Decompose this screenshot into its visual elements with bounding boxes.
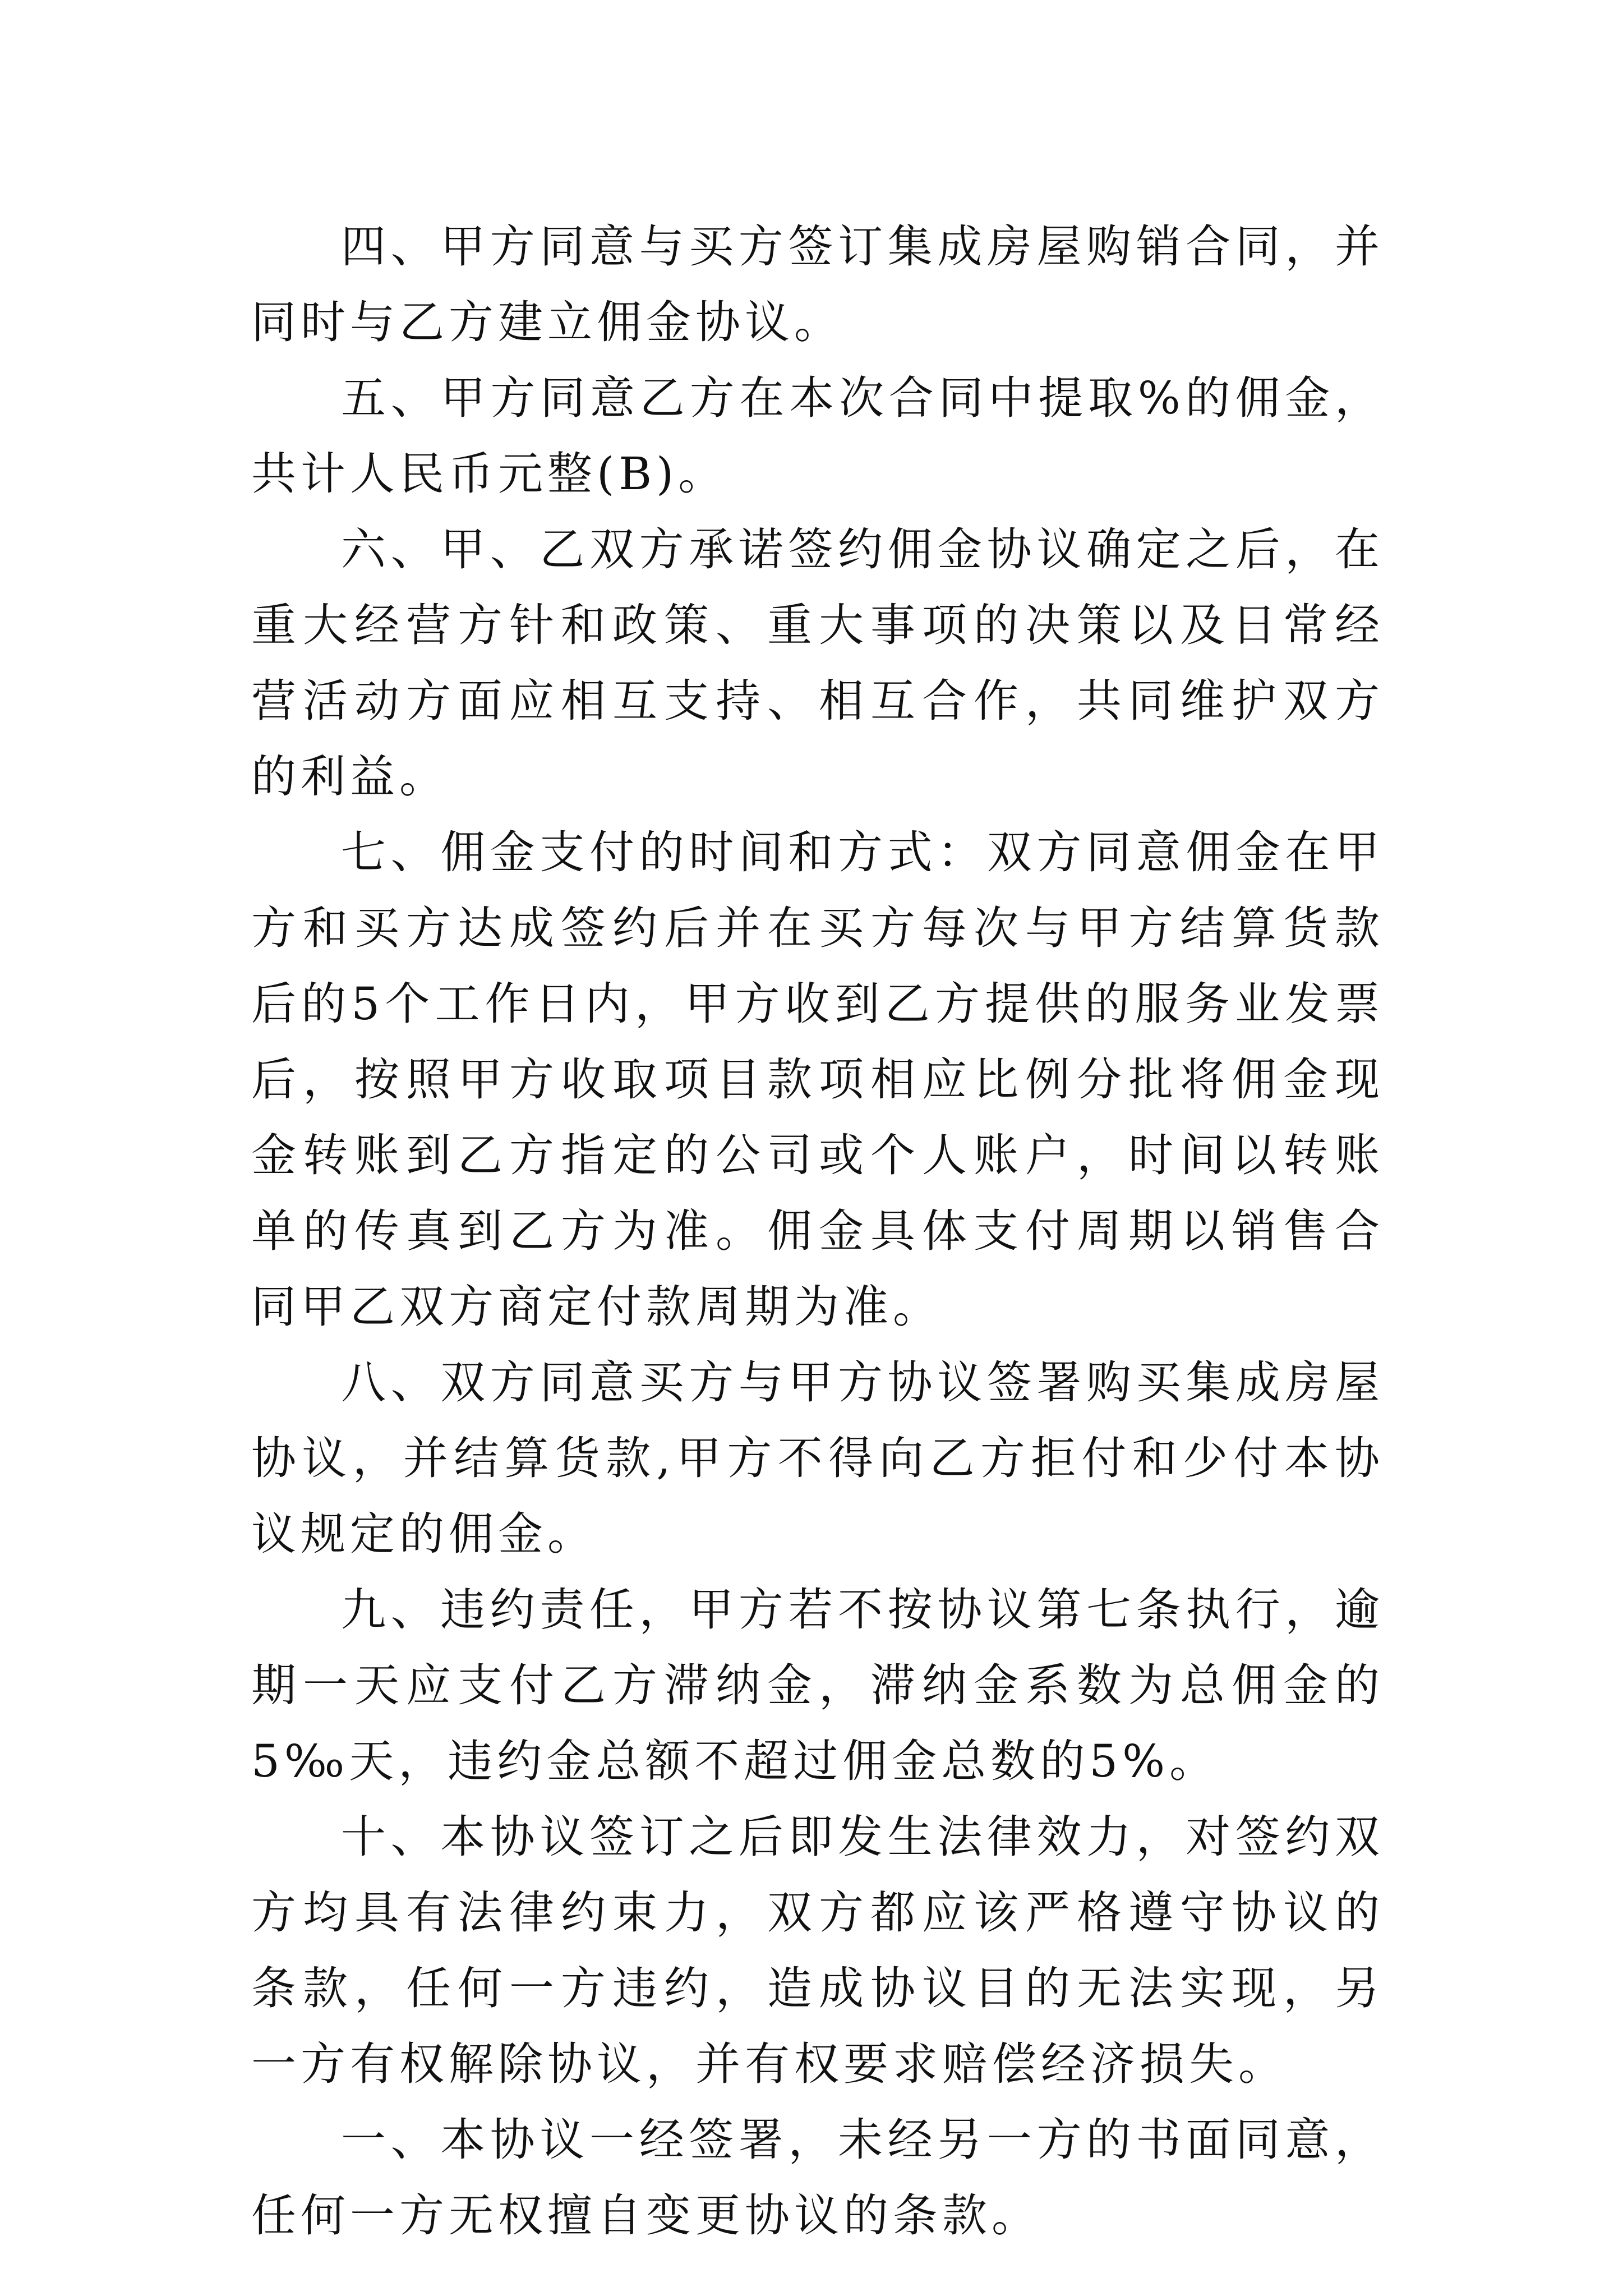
clause-8: 八、双方同意买方与甲方协议签署购买集成房屋协议，并结算货款,甲方不得向乙方拒付和少付本协议规定的佣金。 (251, 1356, 1384, 1560)
document-body (251, 209, 1384, 2253)
clause-10: 十、本协议签订之后即发生法律效力，对签约双方均具有法律约束力，双方都应该严格遵守协议的条款，任何一方违约，造成协议目的无法实现，另一方有权解除协议，并有权要求赔偿经济损失。 (251, 1811, 1384, 2090)
clause-5: 五、甲方同意乙方在本次合同中提取%的佣金，共计人民币元整(B)。 (251, 372, 1384, 500)
clause-7: 七、佣金支付的时间和方式：双方同意佣金在甲方和买方达成签约后并在买方每次与甲方结算货款后的5个工作日内，甲方收到乙方提供的服务业发票后，按照甲方收取项目款项相应比例分批将佣金现金转账到乙方指定的公司或个人账户，时间以转账单的传真到乙方为准。佣金具体支付周期以销售合同甲乙双方商定付款周期为准。 (251, 826, 1384, 1333)
clause-4: 四、甲方同意与买方签订集成房屋购销合同，并同时与乙方建立佣金协议。 (251, 220, 1384, 348)
clause-6: 六、甲、乙双方承诺签约佣金协议确定之后，在重大经营方针和政策、重大事项的决策以及日常经营活动方面应相互支持、相互合作，共同维护双方的利益。 (251, 523, 1384, 803)
clause-11: 一、本协议一经签署，未经另一方的书面同意，任何一方无权擅自变更协议的条款。 (251, 2114, 1384, 2242)
clause-9: 九、违约责任，甲方若不按协议第七条执行，逾期一天应支付乙方滞纳金，滞纳金系数为总佣金的5‰天，违约金总额不超过佣金总数的5%。 (251, 1584, 1384, 1787)
